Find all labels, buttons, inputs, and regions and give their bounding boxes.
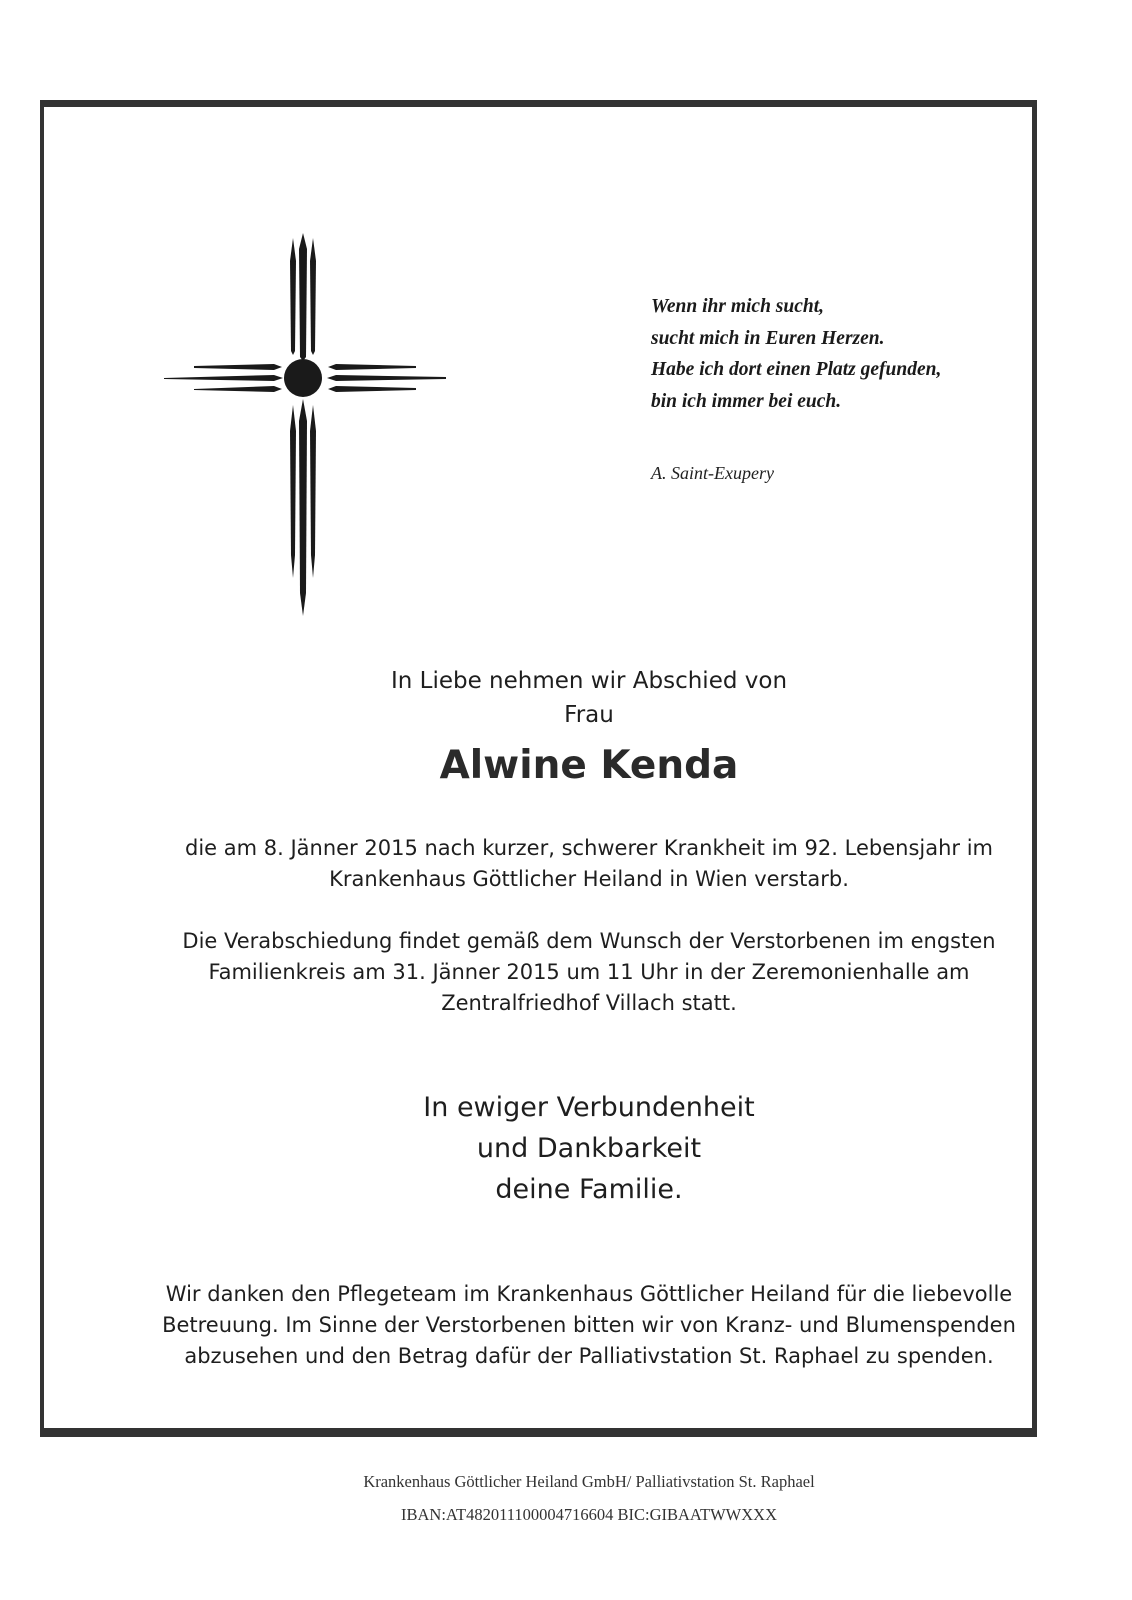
stylized-cross-icon	[162, 233, 447, 616]
paragraph-line: Wir danken den Pflegeteam im Krankenhaus Göttlicher Heiland für die liebevolle	[165, 1282, 1013, 1306]
intro-text: In Liebe nehmen wir Abschied von	[390, 668, 788, 694]
quote-line: Wenn ihr mich sucht,	[651, 296, 825, 317]
paragraph-line: Krankenhaus Göttlicher Heiland in Wien verstarb.	[329, 867, 849, 891]
footer-bank-details: IBAN:AT482011100004716604 BIC:GIBAATWWXXX	[401, 1505, 777, 1524]
farewell-paragraph	[44, 926, 1132, 1019]
deceased-name: Alwine Kenda	[439, 743, 739, 788]
thanks-paragraph	[44, 1279, 1132, 1372]
paragraph-line: Zentralfriedhof Villach statt.	[441, 991, 737, 1015]
paragraph-line: die am 8. Jänner 2015 nach kurzer, schwerer Krankheit im 92. Lebensjahr im	[184, 836, 993, 860]
quote-line: bin ich immer bei euch.	[651, 390, 842, 412]
paragraph-line: Die Verabschiedung findet gemäß dem Wunsch der Verstorbenen im engsten	[182, 929, 996, 953]
paragraph-line: Familienkreis am 31. Jänner 2015 um 11 Uhr in der Zeremonienhalle am	[208, 960, 970, 984]
footer-organization: Krankenhaus Göttlicher Heiland GmbH/ Palliativstation St. Raphael	[363, 1472, 815, 1491]
paragraph-line: abzusehen und den Betrag dafür der Palliativstation St. Raphael zu spenden.	[184, 1344, 994, 1368]
donation-footer	[44, 1465, 1132, 1531]
honorific: Frau	[564, 702, 614, 728]
quote-line: sucht mich in Euren Herzen.	[651, 327, 885, 349]
closing-line: In ewiger Verbundenheit	[423, 1092, 755, 1123]
announcement-intro	[44, 664, 1132, 732]
death-notice-paragraph	[44, 833, 1132, 895]
family-closing	[44, 1087, 1132, 1210]
quote-author: A. Saint-Exupery	[651, 463, 774, 483]
closing-line: und Dankbarkeit	[476, 1133, 702, 1164]
memorial-quote	[651, 291, 1011, 417]
closing-line: deine Familie.	[495, 1174, 683, 1205]
mourning-border-frame	[40, 100, 1037, 1524]
quote-line: Habe ich dort einen Platz gefunden,	[651, 359, 942, 380]
paragraph-line: Betreuung. Im Sinne der Verstorbenen bitten wir von Kranz- und Blumenspenden	[162, 1313, 1016, 1337]
